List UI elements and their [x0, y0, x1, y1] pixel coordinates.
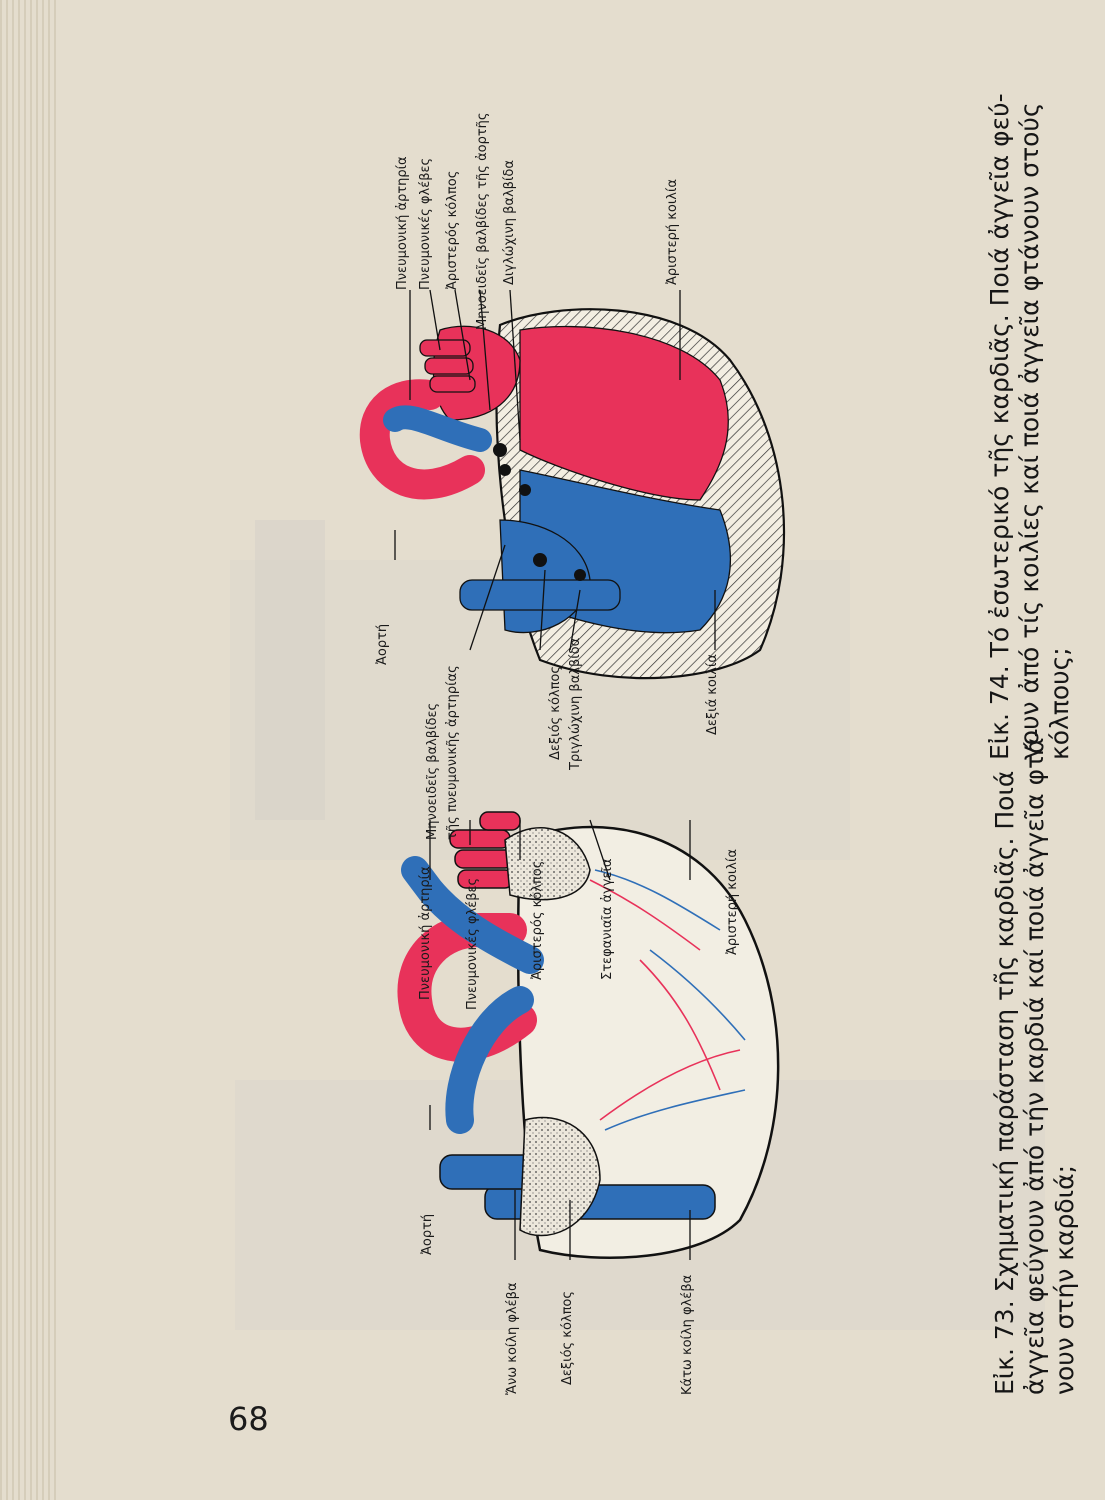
label-73-superior-vena-cava: Ἄνω κοίλη φλέβα: [505, 1282, 520, 1395]
label-73-inferior-vena-cava: Κάτω κοίλη φλέβα: [680, 1274, 695, 1395]
label-74-semilunar-pulmonary-2: τῆς πνευμονικῆς ἀρτηρίας: [445, 665, 460, 840]
figure-73-caption-line-2: ἀγγεῖα φεύγουν ἀπό τήν καρδιά καί ποιά ἀγγεῖα φτά-: [1020, 728, 1049, 1395]
label-74-semilunar-aortic: Μηνοειδεῖς βαλβίδες τῆς ἀορτῆς: [475, 112, 490, 330]
figure-74-caption: [985, 0, 1075, 760]
label-74-aorta: Ἀορτή: [375, 623, 390, 665]
figure-74-caption-line-1: Εἰκ. 74. Τό ἐσωτερικό τῆς καρδιᾶς. Ποιά ἀγγεῖα φεύ-: [985, 93, 1014, 760]
label-73-left-ventricle: Ἀριστερή κοιλία: [725, 849, 740, 955]
pulmonary-artery-74: [395, 417, 480, 440]
figure-74-caption-line-2: γουν ἀπό τίς κοιλίες καί ποιά ἀγγεῖα φτάνουν στούς: [1015, 102, 1044, 760]
label-73-aorta: Ἀορτή: [420, 1213, 435, 1255]
figure-74-internal-heart: [375, 290, 784, 678]
label-74-right-atrium: Δεξιός κόλπος: [548, 665, 563, 760]
label-74-pulmonary-artery: Πνευμονική ἀρτηρία: [395, 156, 410, 290]
inferior-vena-cava: [485, 1185, 715, 1219]
figure-73-caption-line-1: Εἰκ. 73. Σχηματική παράσταση τῆς καρδιᾶς. Ποιά: [990, 770, 1019, 1395]
label-73-right-atrium: Δεξιός κόλπος: [560, 1290, 575, 1385]
page-number: 68: [228, 1400, 269, 1438]
label-74-left-atrium: Ἀριστερός κόλπος: [445, 170, 460, 290]
label-73-pulmonary-artery: Πνευμονική ἀρτηρία: [418, 866, 433, 1000]
label-74-bicuspid: Διγλώχινη βαλβίδα: [502, 160, 517, 285]
figure-73-caption-line-3: νουν στήν καρδιά;: [1050, 1164, 1079, 1395]
figure-74-caption-line-3: κόλπους;: [1045, 647, 1074, 760]
label-73-pulmonary-veins: Πνευμονικές φλέβες: [465, 877, 480, 1010]
label-74-pulmonary-veins: Πνευμονικές φλέβες: [418, 157, 433, 290]
label-73-coronary-vessels: Στεφανιαῖα ἀγγεῖα: [600, 858, 615, 980]
label-73-left-atrium: Ἀριστερός κόλπος: [530, 860, 545, 980]
label-74-semilunar-pulmonary-1: Μηνοειδεῖς βαλβίδες: [425, 702, 440, 840]
label-74-tricuspid: Τριγλώχινη βαλβίδα: [568, 637, 583, 770]
vena-cava-74: [460, 580, 620, 610]
label-74-left-ventricle: Ἀριστερή κοιλία: [665, 179, 680, 285]
label-74-right-ventricle: Δεξιά κοιλία: [705, 654, 720, 735]
